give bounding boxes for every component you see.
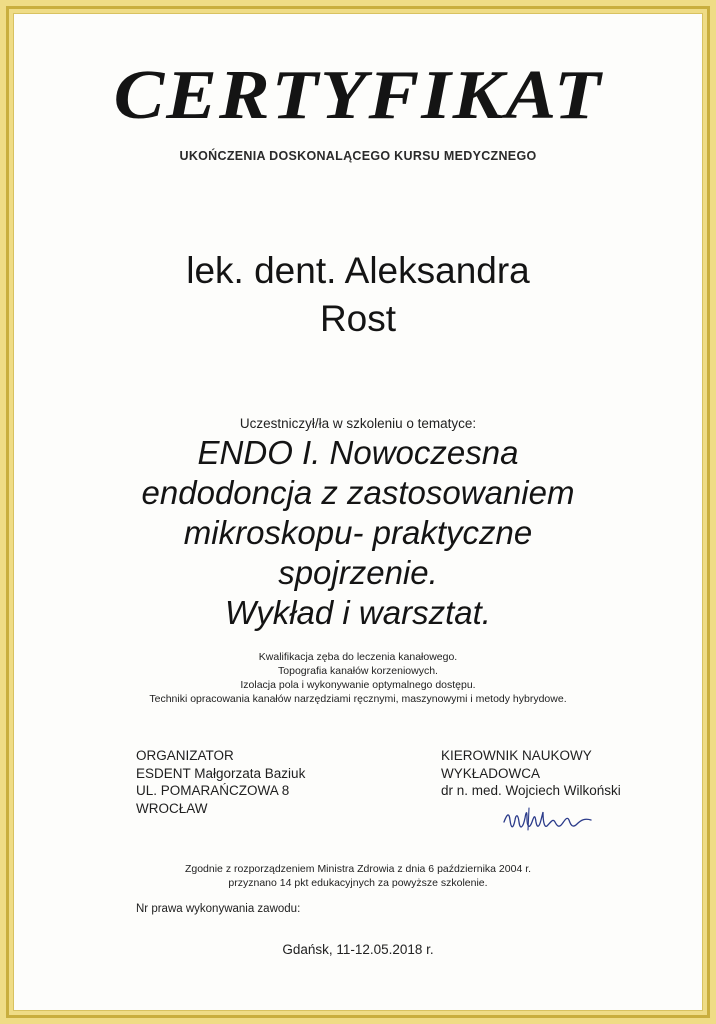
course-title-line: endodoncja z zastosowaniem bbox=[141, 474, 575, 511]
organizer-street: UL. POMARAŃCZOWA 8 bbox=[136, 783, 290, 798]
license-number-label: Nr prawa wykonywania zawodu: bbox=[136, 903, 301, 915]
recipient-name bbox=[14, 247, 702, 343]
course-title-line: spojrzenie. bbox=[278, 554, 438, 591]
supervisor-block bbox=[441, 747, 621, 800]
place-and-date: Gdańsk, 11-12.05.2018 r. bbox=[282, 942, 434, 957]
participation-label: Uczestniczył/ła w szkoleniu o tematyce: bbox=[239, 416, 477, 431]
topic-item: Techniki opracowania kanałów narzędziami ręcznymi, maszynowymi i metody hybrydowe. bbox=[149, 693, 567, 705]
certificate-paper bbox=[13, 13, 703, 1011]
handwritten-signature bbox=[499, 800, 604, 840]
regulation-note bbox=[14, 862, 702, 890]
certificate-subtitle: UKOŃCZENIA DOSKONALĄCEGO KURSU MEDYCZNEGO bbox=[179, 149, 537, 163]
course-title-line: Wykład i warsztat. bbox=[225, 594, 491, 631]
organizer-name: ESDENT Małgorzata Baziuk bbox=[136, 765, 306, 781]
recipient-name-line-2: Rost bbox=[319, 298, 397, 339]
lecturer-heading: WYKŁADOWCA bbox=[441, 765, 541, 781]
supervisor-name: dr n. med. Wojciech Wilkoński bbox=[441, 783, 621, 798]
topic-item: Izolacja pola i wykonywanie optymalnego dostępu. bbox=[240, 679, 476, 691]
regulation-line: Zgodnie z rozporządzeniem Ministra Zdrowia z dnia 6 października 2004 r. bbox=[184, 863, 532, 875]
topic-item: Topografia kanałów korzeniowych. bbox=[278, 665, 438, 677]
certificate-title: CERTYFIKAT bbox=[113, 56, 603, 134]
supervisor-heading: KIEROWNIK NAUKOWY bbox=[441, 748, 592, 763]
regulation-line: przyznano 14 pkt edukacyjnych za powyższe szkolenie. bbox=[228, 877, 488, 889]
course-topics bbox=[14, 650, 702, 706]
course-title bbox=[14, 433, 702, 633]
organizer-city: WROCŁAW bbox=[136, 800, 208, 816]
organizer-heading: ORGANIZATOR bbox=[136, 748, 234, 763]
recipient-name-line-1: lek. dent. Aleksandra bbox=[186, 250, 530, 291]
certificate-content bbox=[14, 14, 702, 1010]
course-title-line: ENDO I. Nowoczesna bbox=[197, 434, 519, 471]
topic-item: Kwalifikacja zęba do leczenia kanałowego. bbox=[258, 651, 458, 663]
course-title-line: mikroskopu- praktyczne bbox=[183, 514, 533, 551]
organizer-block bbox=[136, 747, 305, 817]
